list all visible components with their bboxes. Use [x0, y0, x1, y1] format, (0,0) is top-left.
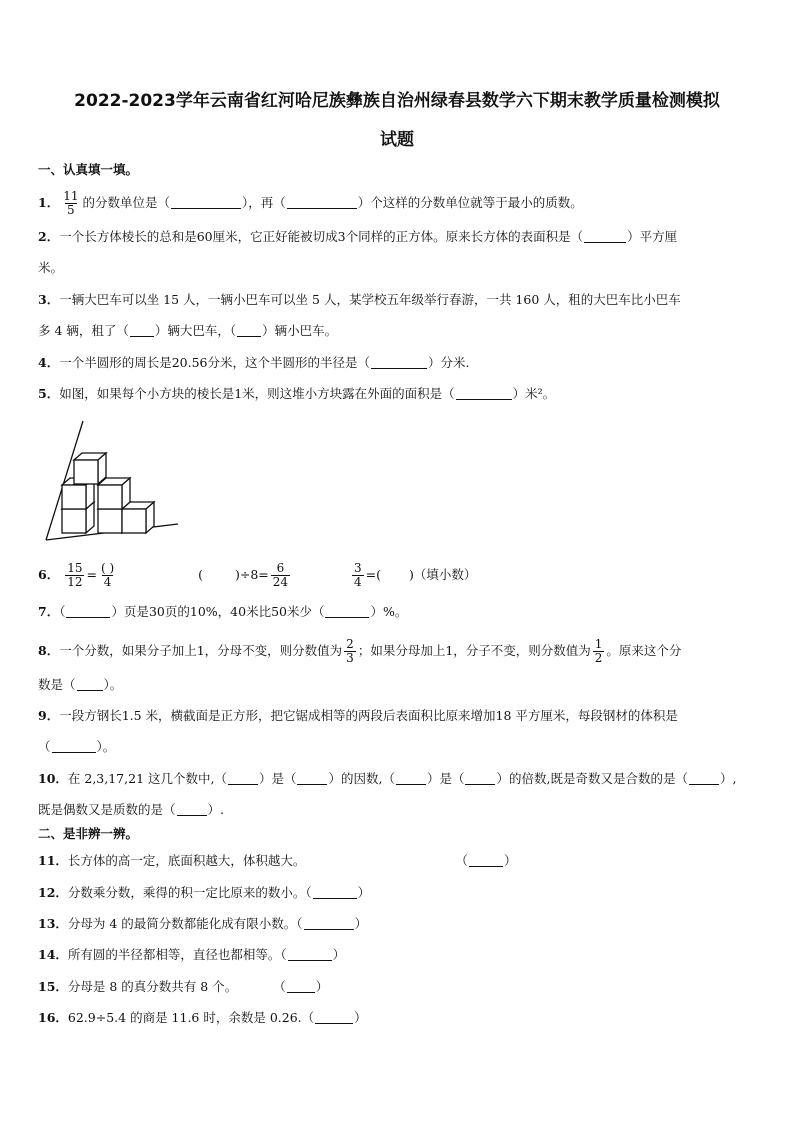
answer-blank[interactable] [288, 948, 332, 961]
answer-blank[interactable] [325, 605, 369, 618]
answer-blank[interactable] [171, 196, 241, 209]
question-3: 3．一辆大巴车可以坐 15 人，一辆小巴车可以坐 5 人，某学校五年级举行春游，一共 160 人，租的大巴车比小巴车 [38, 292, 681, 307]
answer-blank[interactable] [228, 772, 258, 785]
question-6: 6． $\frac{15}{12}$ = $\frac{( )}{4}$ ( )÷8= $\frac{6}{24}$ $\frac{3}{4}$ =( )（填小数） [38, 561, 477, 589]
section-heading-fill: 一、认真填一填。 [38, 162, 139, 177]
answer-blank[interactable] [52, 740, 96, 753]
question-7: 7．（ ）页是30页的10%，40米比50米少（ ）%。 [38, 604, 408, 619]
question-12: 12．分数乘分数，乘得的积一定比原来的数小。（ ） [38, 885, 371, 900]
question-9: 9．一段方钢长1.5 米，横截面是正方形，把它锯成相等的两段后表面积比原来增加18 平方厘米，每段钢材的体积是 [38, 708, 678, 723]
question-11: 11．长方体的高一定，底面积越大，体积越大。 （ ） [38, 853, 517, 868]
fraction: $\frac{1}{2}$ [594, 637, 603, 665]
question-2-continued: 米。 [38, 260, 64, 275]
answer-blank[interactable] [287, 196, 357, 209]
question-15: 15．分母是 8 的真分数共有 8 个。 （ ） [38, 979, 329, 994]
section-heading-true-false: 二、是非辨一辨。 [38, 826, 139, 841]
answer-blank[interactable] [204, 569, 234, 581]
answer-blank[interactable] [313, 886, 357, 899]
answer-blank[interactable] [177, 803, 207, 816]
answer-blank[interactable] [304, 917, 354, 930]
answer-blank[interactable] [315, 1011, 353, 1024]
question-2: 2．一个长方体棱长的总和是60厘米，它正好能被切成3个同样的正方体。原来长方体的表面积是（ ）平方厘 [38, 229, 678, 244]
fraction: $\frac{15}{12}$ [67, 561, 83, 589]
answer-blank[interactable] [297, 772, 327, 785]
question-4: 4．一个半圆形的周长是20.56分米，这个半圆形的半径是（ ）分米. [38, 355, 470, 370]
question-8-continued: 数是（ ）。 [38, 677, 123, 692]
page-title-continued: 试题 [380, 130, 414, 150]
answer-blank[interactable] [469, 854, 503, 867]
question-10-continued: 既是偶数又是质数的是（ ）. [38, 802, 224, 817]
question-14: 14．所有圆的半径都相等，直径也都相等。（ ） [38, 947, 346, 962]
question-3-continued: 多 4 辆，租了（ ）辆大巴车，（ ）辆小巴车。 [38, 323, 338, 338]
question-13: 13．分母为 4 的最简分数都能化成有限小数。（ ） [38, 916, 368, 931]
answer-blank[interactable] [130, 324, 154, 337]
answer-blank[interactable] [66, 605, 110, 618]
answer-blank[interactable] [237, 324, 261, 337]
answer-blank[interactable] [77, 678, 103, 691]
question-8: 8．一个分数，如果分子加上1，分母不变，则分数值为 $\frac{2}{3}$ ；如果分母加上1，分子不变，则分数值为 $\frac{1}{2}$ 。原来这个分 [38, 637, 682, 665]
question-5: 5．如图，如果每个小方块的棱长是1米，则这堆小方块露在外面的面积是（ ）米²。 [38, 386, 556, 401]
question-9-continued: （ ）。 [38, 739, 116, 754]
answer-blank[interactable] [456, 387, 512, 400]
question-1: 1． $\frac{11}{5}$ 的分数单位是（ ），再（ ）个这样的分数单位就等于最小的质数。 [38, 189, 583, 217]
question-16: 16．62.9÷5.4 的商是 11.6 时，余数是 0.26.（ ） [38, 1010, 367, 1025]
fraction: $\frac{6}{24}$ [272, 561, 289, 589]
cube-stack-figure [38, 418, 188, 548]
answer-blank[interactable] [689, 772, 719, 785]
answer-blank[interactable] [371, 356, 427, 369]
answer-blank[interactable] [396, 772, 426, 785]
fraction: $\frac{3}{4}$ [354, 561, 362, 589]
fraction: $\frac{11}{5}$ [63, 189, 79, 217]
answer-blank[interactable] [465, 772, 495, 785]
question-10: 10．在 2,3,17,21 这几个数中,（ ）是（ ）的因数,（ ）是（ ）的倍数,既是奇数又是合数的是（ ）, [38, 771, 737, 786]
fraction: $\frac{2}{3}$ [346, 637, 354, 665]
page-title: 2022-2023学年云南省红河哈尼族彝族自治州绿春县数学六下期末教学质量检测模拟 [74, 91, 720, 111]
answer-blank[interactable] [584, 230, 626, 243]
answer-blank[interactable] [287, 980, 315, 993]
answer-blank[interactable] [382, 569, 408, 581]
fraction-with-blank[interactable]: $\frac{( )}{4}$ [100, 561, 115, 589]
